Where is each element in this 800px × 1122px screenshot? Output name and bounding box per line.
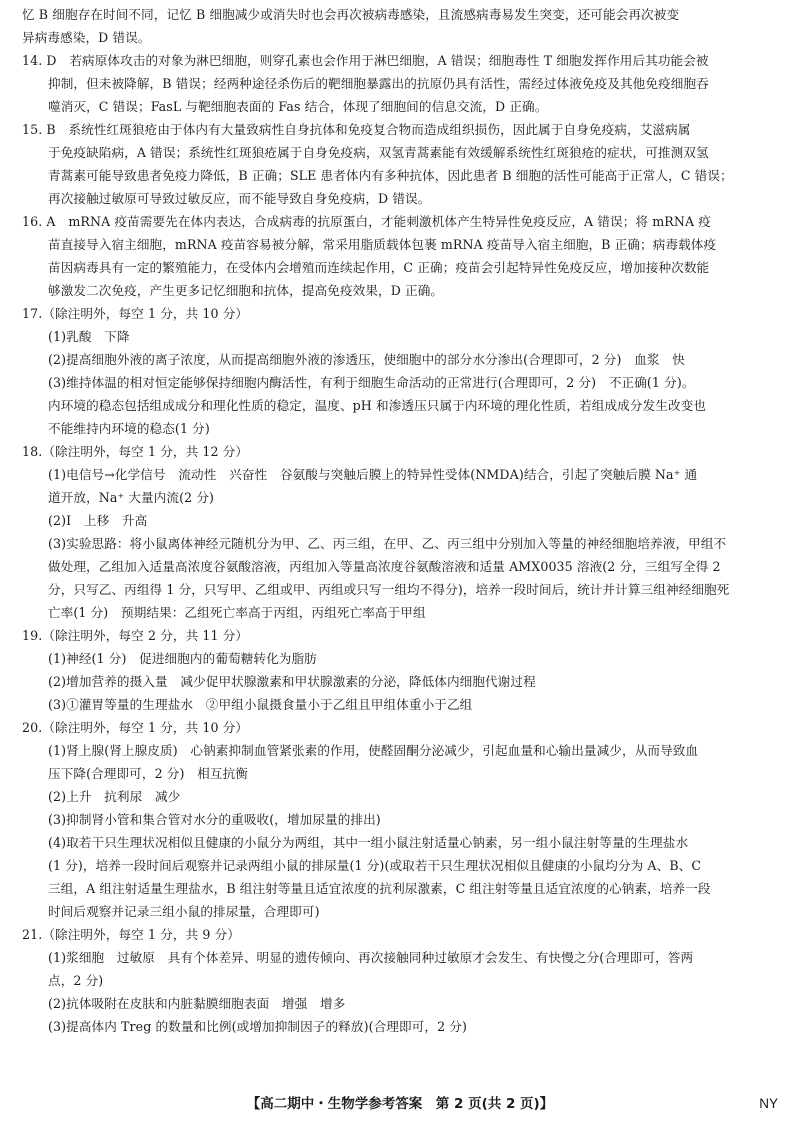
text-line: (3)实验思路：将小鼠离体神经元随机分为甲、乙、丙三组，在甲、乙、丙三组中分别加入等量的神经细胞培养液，甲组不	[48, 536, 727, 551]
text-line: 20.（除注明外，每空 1 分，共 10 分）	[22, 720, 249, 735]
text-line: 三组，A 组注射适量生理盐水，B 组注射等量且适宜浓度的抗利尿激素，C 组注射等量且适宜浓度的心钠素，培养一段	[48, 881, 711, 896]
text-line: 抑制，但未被降解，B 错误；经两种途径杀伤后的靶细胞暴露出的抗原仍具有活性，需经过体液免疫及其他免疫细胞吞	[48, 76, 709, 91]
text-line: 道开放，Na⁺ 大量内流(2 分)	[48, 490, 215, 505]
text-line: 异病毒感染，D 错误。	[22, 30, 151, 45]
text-line: 点，2 分)	[48, 973, 104, 988]
text-line: (1)电信号→化学信号 流动性 兴奋性 谷氨酸与突触后膜上的特异性受体(NMDA)结合，引起了突触后膜 Na⁺ 通	[48, 467, 698, 482]
text-line: 苗直接导入宿主细胞，mRNA 疫苗容易被分解，常采用脂质载体包裹 mRNA 疫苗导入宿主细胞，B 正确；病毒载体疫	[48, 237, 717, 252]
text-line: (3)抑制肾小管和集合管对水分的重吸收(，增加尿量的排出)	[48, 812, 381, 827]
text-line: (1 分)，培养一段时间后观察并记录两组小鼠的排尿量(1 分)(或取若干只生理状况相似且健康的小鼠均分为 A、B、C	[48, 858, 702, 873]
text-line: (1)肾上腺(肾上腺皮质) 心钠素抑制血管紧张素的作用，使醛固酮分泌减少，引起血量和心输出量减少，从而导致血	[48, 743, 699, 758]
text-line: (1)浆细胞 过敏原 具有个体差异、明显的遗传倾向、再次接触同种过敏原才会发生、有快慢之分(合理即可，答两	[48, 950, 694, 965]
text-line: 苗因病毒具有一定的繁殖能力，在受体内会增殖而连续起作用，C 正确；疫苗会引起特异性免疫反应，增加接种次数能	[48, 260, 710, 275]
text-line: (3)①灌胃等量的生理盐水 ②甲组小鼠摄食量小于乙组且甲组体重小于乙组	[48, 697, 473, 712]
text-line: (2)上升 抗利尿 减少	[48, 789, 181, 804]
text-line: 18.（除注明外，每空 1 分，共 12 分）	[22, 444, 249, 459]
text-line: 21.（除注明外，每空 1 分，共 9 分）	[22, 927, 240, 942]
text-line: (2)抗体吸附在皮肤和内脏黏膜细胞表面 增强 增多	[48, 996, 346, 1011]
answer-text-body	[22, 3, 782, 1038]
text-line: 压下降(合理即可，2 分) 相互抗衡	[48, 766, 248, 781]
text-line: 再次接触过敏原可导致过敏反应，而不能导致自身免疫病，D 错误。	[48, 191, 431, 206]
text-line: (1)乳酸 下降	[48, 329, 130, 344]
text-line: 忆 B 细胞存在时间不同，记忆 B 细胞减少或消失时也会再次被病毒感染，且流感病毒易发生突变，还可能会再次被变	[22, 7, 680, 22]
text-line: (2)Ⅰ 上移 升高	[48, 513, 148, 528]
text-line: 16. A mRNA 疫苗需要先在体内表达，合成病毒的抗原蛋白，才能刺激机体产生特异性免疫反应，A 错误；将 mRNA 疫	[22, 214, 711, 229]
text-line: 于免疫缺陷病，A 错误；系统性红斑狼疮属于自身免疫病，双氢青蒿素能有效缓解系统性红斑狼疮的症状，可推测双氢	[48, 145, 709, 160]
text-line: 14. D 若病原体攻击的对象为淋巴细胞，则穿孔素也会作用于淋巴细胞，A 错误；细胞毒性 T 细胞发挥作用后其功能会被	[22, 53, 709, 68]
text-line: 17.（除注明外，每空 1 分，共 10 分）	[22, 306, 249, 321]
text-line: 15. B 系统性红斑狼疮由于体内有大量致病性自身抗体和免疫复合物而造成组织损伤，因此属于自身免疫病，艾滋病属	[22, 122, 691, 137]
footer-code: NY	[759, 1096, 778, 1111]
footer-title: 【高二期中・生物学参考答案 第 2 页(共 2 页)】	[246, 1096, 554, 1112]
text-line: 噬消灭，C 错误；FasL 与靶细胞表面的 Fas 结合，体现了细胞间的信息交流，D 正确。	[48, 99, 548, 114]
text-line: 内环境的稳态包括组成成分和理化性质的稳定，温度、pH 和渗透压只属于内环境的理化性质，若组成成分发生改变也	[48, 398, 707, 413]
text-line: (2)增加营养的摄入量 减少促甲状腺激素和甲状腺激素的分泌，降低体内细胞代谢过程	[48, 674, 536, 689]
text-line: 够激发二次免疫，产生更多记忆细胞和抗体，提高免疫效果，D 正确。	[48, 283, 444, 298]
text-line: 亡率(1 分) 预期结果：乙组死亡率高于丙组，丙组死亡率高于甲组	[48, 605, 426, 620]
text-line: 不能维持内环境的稳态(1 分)	[48, 421, 210, 436]
text-line: 青蒿素可能导致患者免疫力降低，B 正确；SLE 患者体内有多种抗体，因此患者 B 细胞的活性可能高于正常人，C 错误；	[48, 168, 733, 183]
text-line: (2)提高细胞外液的离子浓度，从而提高细胞外液的渗透压，使细胞中的部分水分渗出(合理即可，2 分) 血浆 快	[48, 352, 685, 367]
text-line: (3)维持体温的相对恒定能够保持细胞内酶活性，有利于细胞生命活动的正常进行(合理即可，2 分) 不正确(1 分)。	[48, 375, 695, 390]
text-line: 时间后观察并记录三组小鼠的排尿量，合理即可)	[48, 904, 320, 919]
text-line: 做处理，乙组加入适量高浓度谷氨酸溶液，丙组加入等量高浓度谷氨酸溶液和适量 AMX0035 溶液(2 分，三组写全得 2	[48, 559, 721, 574]
text-line: (4)取若干只生理状况相似且健康的小鼠分为两组，其中一组小鼠注射适量心钠素，另一组小鼠注射等量的生理盐水	[48, 835, 689, 850]
text-line: (1)神经(1 分) 促进细胞内的葡萄糖转化为脂肪	[48, 651, 317, 666]
text-line: 19.（除注明外，每空 2 分，共 11 分）	[22, 628, 249, 643]
text-line: (3)提高体内 Treg 的数量和比例(或增加抑制因子的释放)(合理即可，2 分)	[48, 1019, 467, 1034]
text-line: 分，只写乙、丙组得 1 分，只写甲、乙组或甲、丙组或只写一组均不得分)，培养一段时间后，统计并计算三组神经细胞死	[48, 582, 730, 597]
